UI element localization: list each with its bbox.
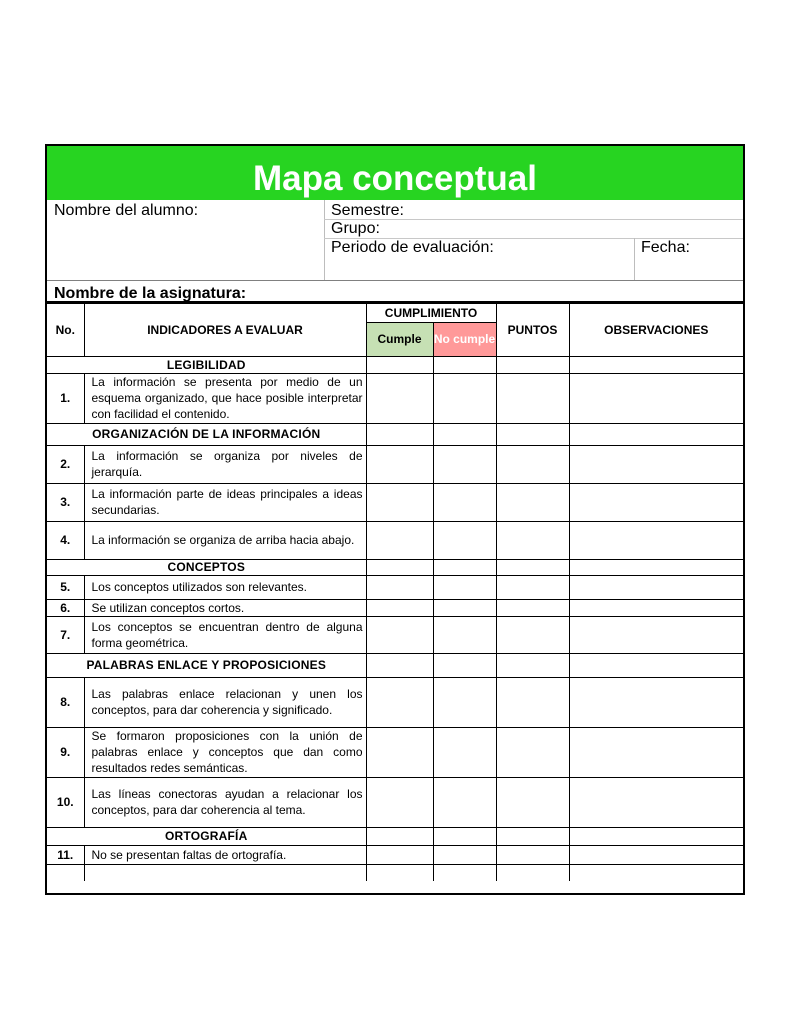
observations-cell[interactable] xyxy=(569,483,743,521)
meets-cell[interactable] xyxy=(366,845,433,864)
points-cell[interactable] xyxy=(496,845,569,864)
points-cell[interactable] xyxy=(496,521,569,559)
table-row xyxy=(47,445,743,483)
table-row xyxy=(47,521,743,559)
points-cell[interactable] xyxy=(496,727,569,777)
student-name-label: Nombre del alumno: xyxy=(54,202,199,219)
not-meets-cell[interactable] xyxy=(433,575,496,599)
evaluation-table xyxy=(47,304,743,881)
points-cell[interactable] xyxy=(496,575,569,599)
table-row xyxy=(47,575,743,599)
points-cell[interactable] xyxy=(496,423,569,445)
section-title: LEGIBILIDAD xyxy=(47,356,366,373)
observations-cell[interactable] xyxy=(569,445,743,483)
observations-cell[interactable] xyxy=(569,559,743,575)
points-cell[interactable] xyxy=(496,559,569,575)
row-number: 1. xyxy=(47,373,84,423)
header-no: No. xyxy=(47,304,84,356)
info-divider xyxy=(324,200,325,280)
section-title: PALABRAS ENLACE Y PROPOSICIONES xyxy=(47,653,366,677)
meets-cell[interactable] xyxy=(366,356,433,373)
row-number: 3. xyxy=(47,483,84,521)
page-title: Mapa conceptual xyxy=(253,159,537,198)
not-meets-cell[interactable] xyxy=(433,423,496,445)
table-row xyxy=(47,616,743,653)
title-bar xyxy=(47,146,743,200)
section-row xyxy=(47,423,743,445)
meets-cell[interactable] xyxy=(366,423,433,445)
meets-cell[interactable] xyxy=(366,521,433,559)
observations-cell[interactable] xyxy=(569,575,743,599)
indicator-text: Se utilizan conceptos cortos. xyxy=(84,599,366,616)
info-divider xyxy=(634,238,635,280)
indicator-text[interactable] xyxy=(84,864,366,881)
indicator-text: La información se organiza por niveles de jerarquía. xyxy=(84,445,366,483)
indicator-text: Las líneas conectoras ayudan a relacionar los conceptos, para dar coherencia al tema. xyxy=(84,777,366,827)
observations-cell[interactable] xyxy=(569,616,743,653)
observations-cell[interactable] xyxy=(569,423,743,445)
meets-cell[interactable] xyxy=(366,373,433,423)
not-meets-cell[interactable] xyxy=(433,599,496,616)
meets-cell[interactable] xyxy=(366,827,433,845)
meets-cell[interactable] xyxy=(366,559,433,575)
points-cell[interactable] xyxy=(496,777,569,827)
meets-cell[interactable] xyxy=(366,727,433,777)
observations-cell[interactable] xyxy=(569,677,743,727)
points-cell[interactable] xyxy=(496,373,569,423)
header-meets: Cumple xyxy=(366,322,433,356)
observations-cell[interactable] xyxy=(569,864,743,881)
points-cell[interactable] xyxy=(496,356,569,373)
row-number: 5. xyxy=(47,575,84,599)
indicator-text: Los conceptos se encuentran dentro de alguna forma geométrica. xyxy=(84,616,366,653)
row-number: 7. xyxy=(47,616,84,653)
observations-cell[interactable] xyxy=(569,373,743,423)
not-meets-cell[interactable] xyxy=(433,356,496,373)
indicator-text: La información parte de ideas principales a ideas secundarias. xyxy=(84,483,366,521)
section-row xyxy=(47,827,743,845)
row-number: 6. xyxy=(47,599,84,616)
not-meets-cell[interactable] xyxy=(433,845,496,864)
table-row xyxy=(47,777,743,827)
student-info-block xyxy=(47,200,743,281)
date-label: Fecha: xyxy=(641,239,690,256)
meets-cell[interactable] xyxy=(366,445,433,483)
row-number: 10. xyxy=(47,777,84,827)
indicator-text: La información se organiza de arriba hacia abajo. xyxy=(84,521,366,559)
meets-cell[interactable] xyxy=(366,483,433,521)
header-points: PUNTOS xyxy=(496,304,569,356)
not-meets-cell[interactable] xyxy=(433,616,496,653)
not-meets-cell[interactable] xyxy=(433,521,496,559)
evaluation-period-label: Periodo de evaluación: xyxy=(331,239,494,256)
indicator-text: La información se presenta por medio de un esquema organizado, que hace posible interpretar con facilidad el contenido. xyxy=(84,373,366,423)
subject-row xyxy=(47,281,743,304)
not-meets-cell[interactable] xyxy=(433,445,496,483)
section-title: CONCEPTOS xyxy=(47,559,366,575)
meets-cell[interactable] xyxy=(366,616,433,653)
points-cell[interactable] xyxy=(496,653,569,677)
row-number: 2. xyxy=(47,445,84,483)
header-compliance: CUMPLIMIENTO xyxy=(366,304,496,322)
not-meets-cell[interactable] xyxy=(433,653,496,677)
meets-cell[interactable] xyxy=(366,653,433,677)
points-cell[interactable] xyxy=(496,677,569,727)
not-meets-cell[interactable] xyxy=(433,677,496,727)
observations-cell[interactable] xyxy=(569,599,743,616)
table-row xyxy=(47,599,743,616)
row-number xyxy=(47,864,84,881)
semester-label: Semestre: xyxy=(331,202,404,219)
table-row xyxy=(47,845,743,864)
observations-cell[interactable] xyxy=(569,727,743,777)
points-cell[interactable] xyxy=(496,599,569,616)
table-row xyxy=(47,483,743,521)
header-observations: OBSERVACIONES xyxy=(569,304,743,356)
not-meets-cell[interactable] xyxy=(433,373,496,423)
meets-cell[interactable] xyxy=(366,575,433,599)
indicator-text: Las palabras enlace relacionan y unen los conceptos, para dar coherencia y significado. xyxy=(84,677,366,727)
not-meets-cell[interactable] xyxy=(433,827,496,845)
observations-cell[interactable] xyxy=(569,521,743,559)
table-row xyxy=(47,373,743,423)
indicator-text: No se presentan faltas de ortografía. xyxy=(84,845,366,864)
header-not-meets: No cumple xyxy=(433,322,496,356)
section-row xyxy=(47,653,743,677)
observations-cell[interactable] xyxy=(569,356,743,373)
table-header-row xyxy=(47,304,743,322)
row-number: 4. xyxy=(47,521,84,559)
observations-cell[interactable] xyxy=(569,845,743,864)
section-title: ORGANIZACIÓN DE LA INFORMACIÓN xyxy=(47,423,366,445)
not-meets-cell[interactable] xyxy=(433,483,496,521)
observations-cell[interactable] xyxy=(569,827,743,845)
indicator-text: Los conceptos utilizados son relevantes. xyxy=(84,575,366,599)
points-cell[interactable] xyxy=(496,483,569,521)
points-cell[interactable] xyxy=(496,827,569,845)
indicator-text: Se formaron proposiciones con la unión de palabras enlace y conceptos que dan como resultados redes semánticas. xyxy=(84,727,366,777)
meets-cell[interactable] xyxy=(366,864,433,881)
points-cell[interactable] xyxy=(496,445,569,483)
rubric-sheet xyxy=(45,144,745,895)
table-row xyxy=(47,677,743,727)
group-label: Grupo: xyxy=(331,220,380,237)
points-cell[interactable] xyxy=(496,864,569,881)
section-row xyxy=(47,559,743,575)
table-row xyxy=(47,727,743,777)
meets-cell[interactable] xyxy=(366,677,433,727)
section-row xyxy=(47,356,743,373)
info-divider xyxy=(324,219,743,220)
observations-cell[interactable] xyxy=(569,653,743,677)
not-meets-cell[interactable] xyxy=(433,727,496,777)
row-number: 8. xyxy=(47,677,84,727)
meets-cell[interactable] xyxy=(366,599,433,616)
points-cell[interactable] xyxy=(496,616,569,653)
section-title: ORTOGRAFÍA xyxy=(47,827,366,845)
row-number: 9. xyxy=(47,727,84,777)
header-indicators: INDICADORES A EVALUAR xyxy=(84,304,366,356)
subject-label: Nombre de la asignatura: xyxy=(54,285,247,302)
meets-cell[interactable] xyxy=(366,777,433,827)
not-meets-cell[interactable] xyxy=(433,559,496,575)
observations-cell[interactable] xyxy=(569,777,743,827)
blank-row xyxy=(47,864,743,881)
not-meets-cell[interactable] xyxy=(433,864,496,881)
row-number: 11. xyxy=(47,845,84,864)
not-meets-cell[interactable] xyxy=(433,777,496,827)
